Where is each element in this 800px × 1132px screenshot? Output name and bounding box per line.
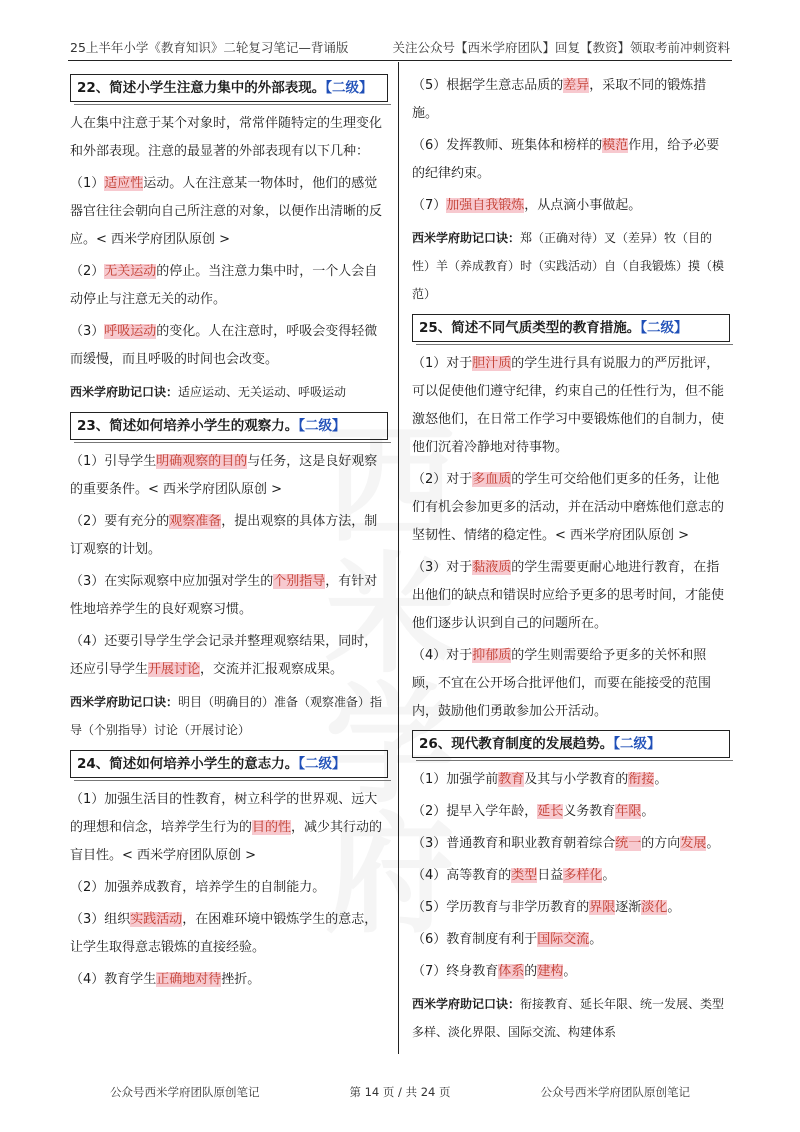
q24-item-6: [412, 132, 730, 188]
q23-title-box: [70, 412, 388, 440]
q23-item-1: [70, 448, 388, 504]
text-run: 。: [602, 868, 616, 883]
highlight: 呼吸运动: [104, 324, 157, 339]
q26-item-4: [412, 862, 730, 890]
highlight: 加强自我锻炼: [446, 198, 525, 213]
highlight: 建构: [537, 964, 564, 979]
highlight: 目的性: [252, 820, 292, 835]
text-run: （3）对于: [412, 560, 473, 575]
q23-title: 23、简述如何培养小学生的观察力。: [77, 418, 299, 434]
text-run: 及其与小学教育的: [524, 772, 629, 787]
q24-title: 24、简述如何培养小学生的意志力。: [77, 756, 299, 772]
q26-level: 【二级】: [613, 736, 661, 752]
text-run: （3）组织: [70, 912, 131, 927]
text-run: （4）教育学生: [70, 972, 157, 987]
highlight: 延长: [537, 804, 564, 819]
highlight: 明确观察的目的: [156, 454, 248, 469]
q23-item-2: [70, 508, 388, 564]
header-left-text: 25上半年小学《教育知识》二轮复习笔记—背诵版: [70, 40, 349, 55]
text-run: 与任务，这是良好观察的重要条件。< 西米学府团队原创 >: [70, 454, 378, 497]
highlight: 国际交流: [537, 932, 590, 947]
q26-item-7: [412, 958, 730, 986]
q22-level: 【二级】: [325, 80, 373, 96]
q22-title-box: [70, 74, 388, 102]
highlight: 模范: [602, 138, 629, 153]
text-run: （1）引导学生: [70, 454, 157, 469]
page-header: [70, 38, 730, 58]
text-run: 运动。人在注意某一物体时，他们的感觉器官往往会朝向自己所注意的对象，以便作出清晰的反应。< 西米学府团队原创 >: [70, 176, 383, 247]
text-run: （4）高等教育的: [412, 868, 512, 883]
highlight: 抑郁质: [472, 648, 512, 663]
mnemonic-text: 衔接教育、延长年限、统一发展、类型多样、淡化界限、国际交流、构建体系: [412, 997, 725, 1039]
mnemonic-text: 西米学府助记口诀：: [412, 997, 521, 1011]
q24-item-2: [70, 874, 388, 902]
highlight: 年限: [615, 804, 642, 819]
text-run: （7）: [412, 198, 447, 213]
highlight: 发展: [680, 836, 707, 851]
text-run: 的学生则需要给予更多的关怀和照顾，不宜在公开场合批评他们，而要在能接受的范围内，鼓励他们勇敢参加公开活动。: [412, 648, 712, 719]
text-run: （1）加强生活目的性教育，树立科学的世界观、远大的理想和信念，培养学生行为的: [70, 792, 378, 835]
q22-item-3: [70, 318, 388, 374]
q24-item-4: [70, 966, 388, 994]
text-run: 的变化。人在注意时，呼吸会变得轻微而缓慢，而且呼吸的时间也会改变。: [70, 324, 378, 367]
text-run: 的停止。当注意力集中时，一个人会自动停止与注意无关的动作。: [70, 264, 378, 307]
header-right-text: 关注公众号【西米学府团队】回复【教资】领取考前冲刺资料: [392, 40, 730, 55]
page-number: 第 14 页 / 共 24 页: [349, 1085, 451, 1099]
text-run: 的方向: [641, 836, 681, 851]
highlight: 胆汁质: [472, 356, 512, 371]
left-column: [70, 72, 388, 998]
text-run: ，从点滴小事做起。: [524, 198, 642, 213]
text-run: 。: [667, 900, 681, 915]
q25-item-1: [412, 350, 730, 462]
q24-item-5: [412, 72, 730, 128]
text-run: （2）: [70, 264, 105, 279]
q22-intro: 人在集中注意于某个对象时，常常伴随特定的生理变化和外部表现。注意的最显著的外部表现有以下几种：: [70, 116, 383, 159]
highlight: 无关运动: [104, 264, 157, 279]
header-divider: [68, 60, 732, 61]
highlight: 开展讨论: [148, 662, 201, 677]
text-run: （2）提早入学年龄，: [412, 804, 538, 819]
mnemonic-text: 西米学府助记口诀：: [412, 231, 521, 245]
footer-right-text: 公众号西米学府团队原创笔记: [540, 1085, 690, 1099]
text-run: 。: [589, 932, 603, 947]
q26-item-1: [412, 766, 730, 794]
q24-level: 【二级】: [298, 756, 346, 772]
q26-mnemonic: [412, 990, 730, 1046]
q23-level: 【二级】: [298, 418, 346, 434]
text-run: （7）终身教育: [412, 964, 499, 979]
q22-item-1: [70, 170, 388, 254]
q26-item-2: [412, 798, 730, 826]
q24-item-3: [70, 906, 388, 962]
text-run: 义务教育: [563, 804, 616, 819]
text-run: （3）: [70, 324, 105, 339]
q22-item-2: [70, 258, 388, 314]
text-run: 。: [654, 772, 668, 787]
footer-left-text: 公众号西米学府团队原创笔记: [110, 1085, 260, 1099]
text-run: （3）普通教育和职业教育朝着综合: [412, 836, 616, 851]
text-run: （5）根据学生意志品质的: [412, 78, 564, 93]
text-run: 。: [563, 964, 577, 979]
highlight: 差异: [563, 78, 590, 93]
q26-item-3: [412, 830, 730, 858]
highlight: 多样化: [563, 868, 603, 883]
text-run: （5）学历教育与非学历教育的: [412, 900, 590, 915]
right-column: [412, 72, 730, 1052]
text-run: 日益: [537, 868, 564, 883]
mnemonic-text: 适应运动、无关运动、呼吸运动: [178, 385, 347, 399]
text-run: 作用，给予必要的纪律约束。: [412, 138, 720, 181]
highlight: 观察准备: [169, 514, 222, 529]
text-run: ，交流并汇报观察成果。: [200, 662, 344, 677]
q23-item-3: [70, 568, 388, 624]
text-run: （2）加强养成教育，培养学生的自制能力。: [70, 880, 326, 895]
highlight: 类型: [511, 868, 538, 883]
highlight: 体系: [498, 964, 525, 979]
text-run: （1）对于: [412, 356, 473, 371]
mnemonic-text: 郑（正确对待）叉（差异）牧（目的性）羊（养成教育）时（实践活动）自（自我锻炼）摸（模范）: [412, 231, 725, 301]
q26-item-6: [412, 926, 730, 954]
text-run: 挫折。: [221, 972, 261, 987]
highlight: 衔接: [628, 772, 655, 787]
text-run: （4）还要引导学生学会记录并整理观察结果，同时，还应引导学生: [70, 634, 378, 677]
q26-title-box: [412, 730, 730, 758]
highlight: 黏液质: [472, 560, 512, 575]
text-run: 逐渐: [615, 900, 642, 915]
highlight: 界限: [589, 900, 616, 915]
q26-title: 26、现代教育制度的发展趋势。: [419, 736, 614, 752]
text-run: （6）教育制度有利于: [412, 932, 538, 947]
highlight: 多血质: [472, 472, 512, 487]
text-run: 的学生进行具有说服力的严厉批评，可以促使他们遵守纪律，约束自己的任性行为，但不能激怒他们，在日常工作学习中要锻炼他们的自制力，使他们沉着冷静地对待事物。: [412, 356, 725, 455]
highlight: 适应性: [104, 176, 144, 191]
text-run: 。: [641, 804, 655, 819]
q25-item-2: [412, 466, 730, 550]
q23-mnemonic: [70, 688, 388, 744]
q22-mnemonic: [70, 378, 388, 406]
q22-title: 22、简述小学生注意力集中的外部表现。: [77, 80, 326, 96]
highlight: 教育: [498, 772, 525, 787]
text-run: 的学生可交给他们更多的任务，让他们有机会参加更多的活动，并在活动中磨炼他们意志的坚韧性、情绪的稳定性。< 西米学府团队原创 >: [412, 472, 725, 543]
text-run: ，有针对性地培养学生的良好观察习惯。: [70, 574, 378, 617]
q25-item-3: [412, 554, 730, 638]
highlight: 实践活动: [130, 912, 183, 927]
highlight: 统一: [615, 836, 642, 851]
mnemonic-text: 西米学府助记口诀：: [70, 385, 179, 399]
highlight: 淡化: [641, 900, 668, 915]
text-run: （3）在实际观察中应加强对学生的: [70, 574, 274, 589]
q24-item-7: [412, 192, 730, 220]
text-run: 。: [706, 836, 720, 851]
q23-item-4: [70, 628, 388, 684]
q25-title: 25、简述不同气质类型的教育措施。: [419, 320, 641, 336]
highlight: 个别指导: [273, 574, 326, 589]
text-run: ，在困难环境中锻炼学生的意志，让学生取得意志锻炼的直接经验。: [70, 912, 378, 955]
q24-mnemonic: [412, 224, 730, 308]
text-run: （4）对于: [412, 648, 473, 663]
mnemonic-text: 明目（明确目的）准备（观察准备）指导（个别指导）讨论（开展讨论）: [70, 695, 383, 737]
q25-level: 【二级】: [640, 320, 688, 336]
q26-item-5: [412, 894, 730, 922]
text-run: （1）: [70, 176, 105, 191]
text-run: 的学生需要更耐心地进行教育，在指出他们的缺点和错误时应给予更多的思考时间，才能使他们逐步认识到自己的问题所在。: [412, 560, 725, 631]
text-run: ，采取不同的锻炼措施。: [412, 78, 707, 121]
q24-title-box: [70, 750, 388, 778]
text-run: （2）对于: [412, 472, 473, 487]
text-run: ，减少其行动的盲目性。< 西米学府团队原创 >: [70, 820, 383, 863]
q25-item-4: [412, 642, 730, 726]
text-run: 的: [524, 964, 538, 979]
text-run: （6）发挥教师、班集体和榜样的: [412, 138, 603, 153]
text-run: （1）加强学前: [412, 772, 499, 787]
q24-item-1: [70, 786, 388, 870]
text-run: ，提出观察的具体方法，制订观察的计划。: [70, 514, 378, 557]
highlight: 正确地对待: [156, 972, 222, 987]
page-footer: [70, 1084, 730, 1104]
q25-title-box: [412, 314, 730, 342]
text-run: （2）要有充分的: [70, 514, 170, 529]
mnemonic-text: 西米学府助记口诀：: [70, 695, 179, 709]
